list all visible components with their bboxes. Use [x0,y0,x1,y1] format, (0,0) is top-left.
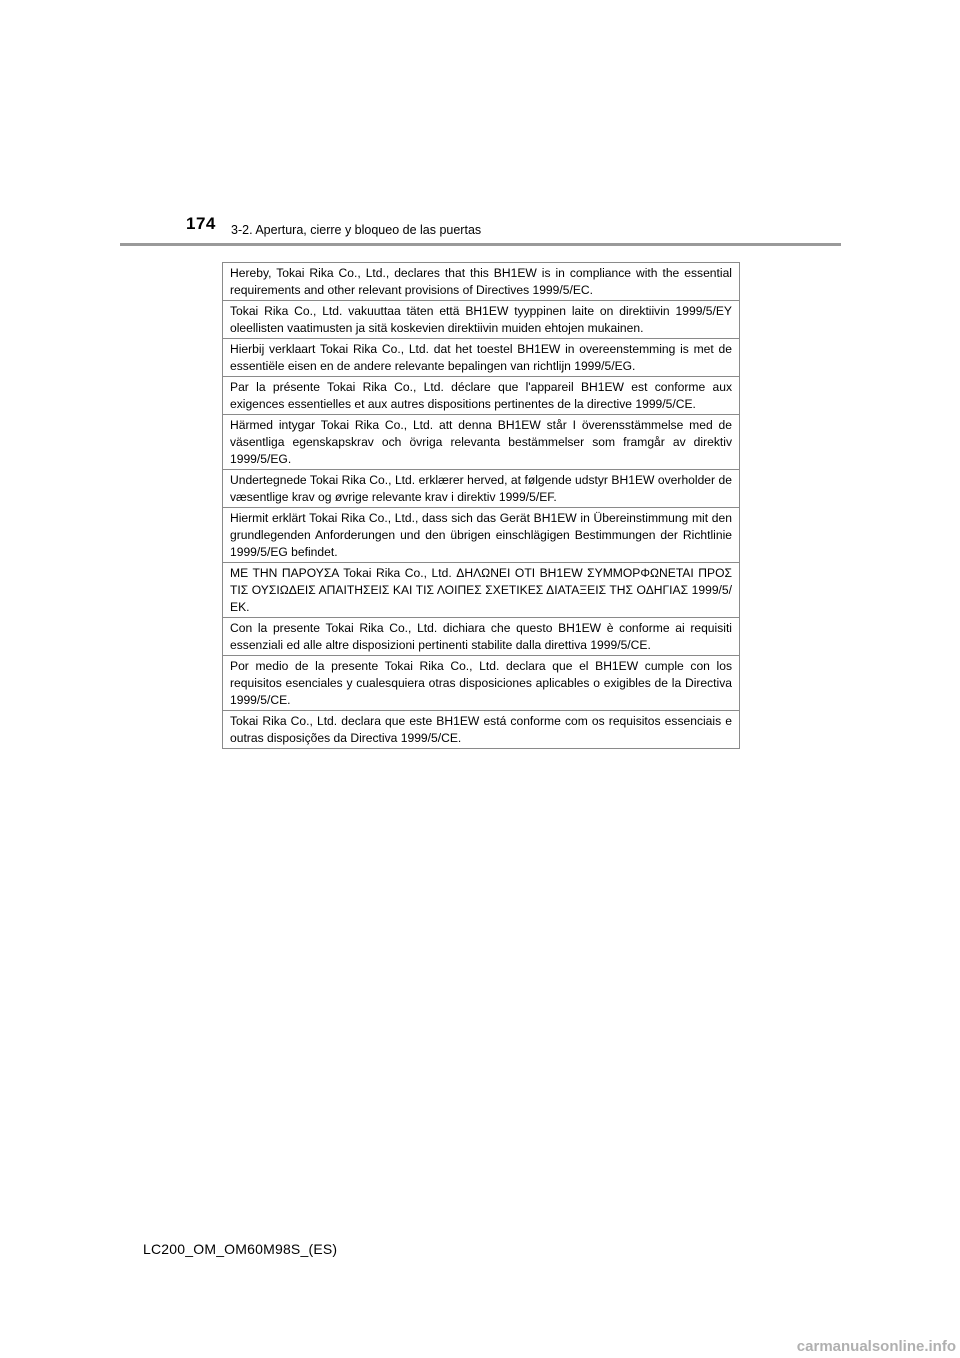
declaration-row: Härmed intygar Tokai Rika Co., Ltd. att denna BH1EW står I överensstämmelse med de väsentliga egenskapskrav och övriga relevanta bestämmelser som framgår av direktiv 1999/5/EG. [223,415,739,470]
declaration-row: Tokai Rika Co., Ltd. declara que este BH1EW está conforme com os requisitos essenciais e outras disposições da Directiva 1999/5/CE. [223,711,739,749]
header-rule [120,243,841,246]
declaration-row: Par la présente Tokai Rika Co., Ltd. déclare que l'appareil BH1EW est conforme aux exigences essentielles et aux autres dispositions pertinentes de la directive 1999/5/CE. [223,377,739,415]
declaration-row: Con la presente Tokai Rika Co., Ltd. dichiara che questo BH1EW è conforme ai requisiti essenziali ed alle altre disposizioni pertinenti stabilite dalla direttiva 1999/5/CE. [223,618,739,656]
document-code: LC200_OM_OM60M98S_(ES) [143,1241,338,1257]
declaration-row: Undertegnede Tokai Rika Co., Ltd. erklærer herved, at følgende udstyr BH1EW overholder de væsentlige krav og øvrige relevante krav i direktiv 1999/5/EF. [223,470,739,508]
declaration-row: Por medio de la presente Tokai Rika Co., Ltd. declara que el BH1EW cumple con los requisitos esenciales y cualesquiera otras disposiciones aplicables o exigibles de la Directiva 1999/5/CE. [223,656,739,711]
watermark: carmanualsonline.info [796,1338,956,1355]
declaration-row: Tokai Rika Co., Ltd. vakuuttaa täten että BH1EW tyyppinen laite on direktiivin 1999/5/EY oleellisten vaatimusten ja sitä koskevien direktiivin muiden ehtojen mukainen. [223,301,739,339]
declaration-row: Hiermit erklärt Tokai Rika Co., Ltd., dass sich das Gerät BH1EW in Übereinstimmung mit den grundlegenden Anforderungen und den übrigen einschlägigen Bestimmungen der Richtlinie 1999/5/EG befindet. [223,508,739,563]
declaration-row: Hierbij verklaart Tokai Rika Co., Ltd. dat het toestel BH1EW in overeenstemming is met de essentiële eisen en de andere relevante bepalingen van richtlijn 1999/5/EG. [223,339,739,377]
declarations-table [222,262,740,749]
section-title: 3-2. Apertura, cierre y bloqueo de las puertas [231,223,482,237]
declaration-row: ΜΕ ΤΗΝ ΠΑΡΟΥΣΑ Tokai Rika Co., Ltd. ΔΗΛΩΝΕΙ ΟΤΙ BH1EW ΣΥΜΜΟΡΦΩΝΕΤΑΙ ΠΡΟΣ ΤΙΣ ΟΥΣΙΩΔΕΙΣ ΑΠΑΙΤΗΣΕΙΣ ΚΑΙ ΤΙΣ ΛΟΙΠΕΣ ΣΧΕΤΙΚΕΣ ΔΙΑΤΑΞΕΙΣ ΤΗΣ ΟΔΗΓΙΑΣ 1999/5/ΕΚ. [223,563,739,618]
page-number: 174 [186,214,216,233]
declaration-row: Hereby, Tokai Rika Co., Ltd., declares that this BH1EW is in compliance with the essential requirements and other relevant provisions of Directives 1999/5/EC. [223,263,739,301]
